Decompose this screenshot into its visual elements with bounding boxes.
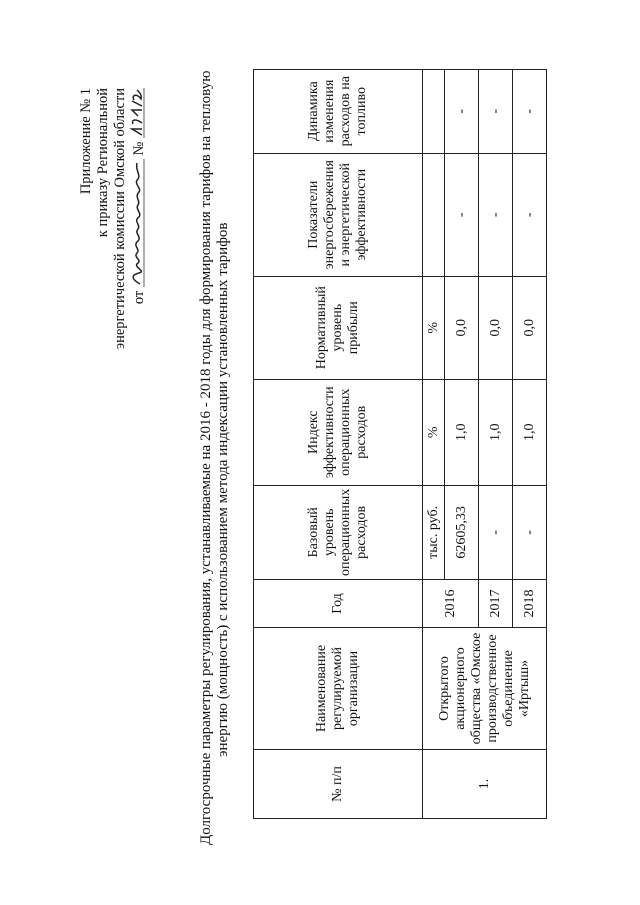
energy-unit-cell [423, 153, 445, 276]
norm-value: 0,0 [513, 276, 547, 379]
title-line-1: Долгосрочные параметры регулирования, устанавливаемые на 2016 - 2018 годы для формирования тарифов на тепловую [198, 70, 214, 845]
base-value: - [513, 485, 547, 579]
appendix-number-sign: № [131, 141, 147, 156]
header-num: № п/п [254, 750, 423, 819]
index-value: 1,0 [513, 379, 547, 485]
handwritten-number-icon [129, 88, 147, 138]
fuel-unit-cell [423, 69, 445, 153]
index-value: 1,0 [445, 379, 479, 485]
appendix-title: Приложение № 1 [78, 88, 94, 195]
header-energy-saving: Показатели энергосбережения и энергетической эффективности [254, 153, 423, 276]
year-cell: 2018 [513, 580, 547, 628]
year-cell: 2017 [479, 580, 513, 628]
fuel-value: - [445, 69, 479, 153]
unit-norm: % [423, 276, 445, 379]
unit-base: тыс. руб. [423, 485, 445, 579]
appendix-date-prefix: от [131, 290, 147, 305]
unit-index: % [423, 379, 445, 485]
units-row [423, 69, 445, 818]
header-base-level: Базовый уровень операционных расходов [254, 485, 423, 579]
energy-value: - [445, 153, 479, 276]
appendix-block [78, 88, 148, 349]
appendix-order-ref: к приказу Региональной [95, 88, 111, 238]
table-header-row [254, 69, 423, 818]
header-profit-level: Нормативный уровень прибыли [254, 276, 423, 379]
header-efficiency-index: Индекс эффективности операционных расходов [254, 379, 423, 485]
header-organization: Наименование регулируемой организации [254, 628, 423, 750]
row-number: 1. [423, 750, 547, 819]
norm-value: 0,0 [445, 276, 479, 379]
energy-value: - [513, 153, 547, 276]
appendix-commission: энергетической комиссии Омской области [112, 88, 128, 350]
fuel-value: - [479, 69, 513, 153]
header-fuel-dynamics: Динамика изменения расходов на топливо [254, 69, 423, 153]
parameters-table [253, 69, 547, 819]
appendix-date-line [129, 88, 148, 349]
document-title [198, 70, 232, 845]
fuel-value: - [513, 69, 547, 153]
base-value: 62605,33 [445, 485, 479, 579]
index-value: 1,0 [479, 379, 513, 485]
header-year: Год [254, 580, 423, 628]
title-line-2: энергию (мощность) с использованием метода индексации установленных тарифов [215, 222, 231, 757]
year-cell: 2016 [423, 580, 479, 628]
base-value: - [479, 485, 513, 579]
organization-name: Открытого акционерного общества «Омское производственное объединение «Иртыш» [423, 628, 547, 750]
norm-value: 0,0 [479, 276, 513, 379]
energy-value: - [479, 153, 513, 276]
handwritten-date-icon [129, 159, 147, 287]
